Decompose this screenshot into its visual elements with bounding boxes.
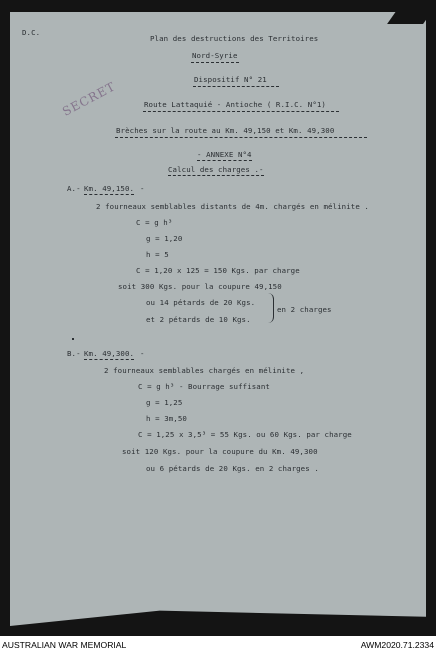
secret-stamp: SECRET (60, 79, 118, 119)
section-a-brace-note: en 2 charges (277, 305, 332, 314)
title-line-2: Nord-Syrie (192, 51, 238, 60)
annexe-label: - ANNEXE N°4 (197, 150, 252, 159)
section-a-prefix: A.- (67, 184, 81, 193)
dispositif-underline (193, 86, 279, 87)
section-b-total: soit 120 Kgs. pour la coupure du Km. 49,300 (122, 447, 318, 456)
section-a-brace (268, 293, 274, 323)
section-a-option-2: et 2 pétards de 10 Kgs. (146, 315, 251, 324)
route-label: Route Lattaquié - Antioche ( R.I.C. N°1) (144, 100, 326, 109)
section-a-h: h = 5 (146, 250, 169, 259)
section-a-heading: Km. 49,150. (84, 184, 135, 193)
footer-institution: AUSTRALIAN WAR MEMORIAL (2, 640, 127, 650)
section-b-heading: Km. 49,300. (84, 349, 135, 358)
section-b-heading-suffix: - (140, 349, 145, 358)
breches-underline (115, 137, 367, 138)
section-a-heading-suffix: - (140, 184, 145, 193)
title-line-1: Plan des destructions des Territoires (150, 34, 319, 43)
dispositif-label: Dispositif N° 21 (194, 75, 267, 84)
title-underline (191, 62, 239, 63)
section-a-g: g = 1,20 (146, 234, 183, 243)
breches-label: Brèches sur la route au Km. 49,150 et Km. 49,300 (116, 126, 335, 135)
section-b-formula: C = g h³ - Bourrage suffisant (138, 382, 270, 391)
section-b-prefix: B.- (67, 349, 81, 358)
section-b-calc: C = 1,25 x 3,5³ = 55 Kgs. ou 60 Kgs. par charge (138, 430, 352, 439)
section-a-formula: C = g h³ (136, 218, 173, 227)
section-a-total: soit 300 Kgs. pour la coupure 49,150 (118, 282, 282, 291)
section-a-option-1: ou 14 pétards de 20 Kgs. (146, 298, 256, 307)
section-b-intro: 2 fourneaux semblables chargés en mélinite , (104, 366, 305, 375)
section-a-intro: 2 fourneaux semblables distants de 4m. chargés en mélinite . (96, 202, 369, 211)
section-b-option: ou 6 pétards de 20 Kgs. en 2 charges . (146, 464, 319, 473)
calcul-heading: Calcul des charges .- (168, 165, 264, 174)
document-reference: D.C. (22, 28, 41, 37)
stray-mark (72, 338, 74, 340)
footer-accession-number: AWM2020.71.2334 (360, 640, 434, 650)
section-a-calc: C = 1,20 x 125 = 150 Kgs. par charge (136, 266, 300, 275)
section-b-g: g = 1,25 (146, 398, 183, 407)
route-underline (143, 111, 339, 112)
section-b-h: h = 3m,50 (146, 414, 187, 423)
